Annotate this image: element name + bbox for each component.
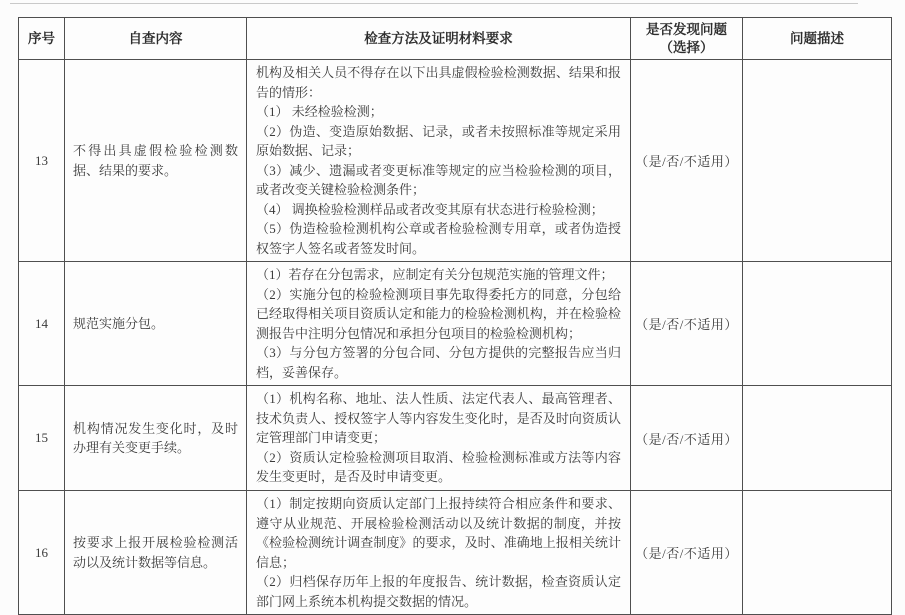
method-paragraph: （2）资质认定检验检测项目取消、检验检测标准或方法等内容发生变更时，是否及时申请变更。 bbox=[256, 449, 621, 485]
col-header-method: 检查方法及证明材料要求 bbox=[247, 18, 631, 60]
col-header-index: 序号 bbox=[19, 18, 65, 60]
page-top-remnant-line bbox=[10, 3, 858, 4]
row-method-cell bbox=[247, 386, 631, 491]
col-header-problem-found bbox=[631, 18, 743, 60]
method-paragraph: （3）减少、遗漏或者变更标准等规定的应当检验检测的项目，或者改变关键检验检测条件； bbox=[256, 162, 621, 197]
row-index-cell: 16 bbox=[19, 491, 65, 615]
col-header-description: 问题描述 bbox=[743, 18, 892, 60]
method-paragraph: （2）实施分包的检验检测项目事先取得委托方的同意，分包给已经取得相关项目资质认定和能力的检验检测机构，并在检验检测报告中注明分包情况和承担分包项目的检验检测机构； bbox=[256, 286, 621, 341]
method-paragraph: （5）伪造检验检测机构公章或者检验检测专用章，或者伪造授权签字人签名或者签发时间。 bbox=[256, 221, 621, 256]
row-problem-options-cell: （是/否/不适用） bbox=[631, 386, 743, 491]
method-paragraph: （1）机构名称、地址、法人性质、法定代表人、最高管理者、技术负责人、授权签字人等内容发生变化时，是否及时向资质认定管理部门申请变更； bbox=[256, 391, 621, 446]
row-description-cell bbox=[743, 60, 892, 262]
table-row bbox=[19, 60, 892, 262]
method-paragraph: 机构及相关人员不得存在以下出具虚假检验检测数据、结果和报告的情形： bbox=[256, 65, 621, 100]
table-row bbox=[19, 262, 892, 386]
row-method-cell bbox=[247, 60, 631, 262]
col-header-problem-line2: （选择） bbox=[659, 39, 714, 55]
header-row bbox=[19, 18, 892, 60]
row-content-cell: 规范实施分包。 bbox=[65, 262, 247, 386]
self-inspection-checklist-table bbox=[18, 17, 892, 615]
row-method-cell bbox=[247, 491, 631, 615]
row-problem-options-cell: （是/否/不适用） bbox=[631, 491, 743, 615]
col-header-content: 自查内容 bbox=[65, 18, 247, 60]
method-paragraph: （1）若存在分包需求，应制定有关分包规范实施的管理文件； bbox=[256, 267, 614, 282]
row-content-cell: 按要求上报开展检验检测活动以及统计数据等信息。 bbox=[65, 491, 247, 615]
method-paragraph: （2）伪造、变造原始数据、记录，或者未按照标准等规定采用原始数据、记录； bbox=[256, 123, 621, 158]
row-description-cell bbox=[743, 386, 892, 491]
row-index-cell: 13 bbox=[19, 60, 65, 262]
table-row bbox=[19, 386, 892, 491]
method-paragraph: （4） 调换检验检测样品或者改变其原有状态进行检验检测； bbox=[256, 201, 604, 217]
method-paragraph: （2）归档保存历年上报的年度报告、统计数据，检查资质认定部门网上系统本机构提交数据的情况。 bbox=[256, 574, 621, 609]
row-description-cell bbox=[743, 491, 892, 615]
row-problem-options-cell: （是/否/不适用） bbox=[631, 262, 743, 386]
method-paragraph: （1）制定按期向资质认定部门上报持续符合相应条件和要求、遵守从业规范、开展检验检测活动以及统计数据的制度，并按《检验检测统计调查制度》的要求，及时、准确地上报相关统计信息； bbox=[256, 496, 621, 570]
row-method-cell bbox=[247, 262, 631, 386]
row-index-cell: 14 bbox=[19, 262, 65, 386]
table-row bbox=[19, 491, 892, 615]
method-paragraph: （1） 未经检验检测； bbox=[256, 104, 383, 119]
row-index-cell: 15 bbox=[19, 386, 65, 491]
row-description-cell bbox=[743, 262, 892, 386]
row-content-cell: 机构情况发生变化时，及时办理有关变更手续。 bbox=[65, 386, 247, 491]
row-problem-options-cell: （是/否/不适用） bbox=[631, 60, 743, 262]
col-header-problem-line1: 是否发现问题 bbox=[646, 21, 727, 37]
method-paragraph: （3）与分包方签署的分包合同、分包方提供的完整报告应当归档，妥善保存。 bbox=[256, 345, 621, 380]
row-content-cell: 不得出具虚假检验检测数据、结果的要求。 bbox=[65, 60, 247, 262]
